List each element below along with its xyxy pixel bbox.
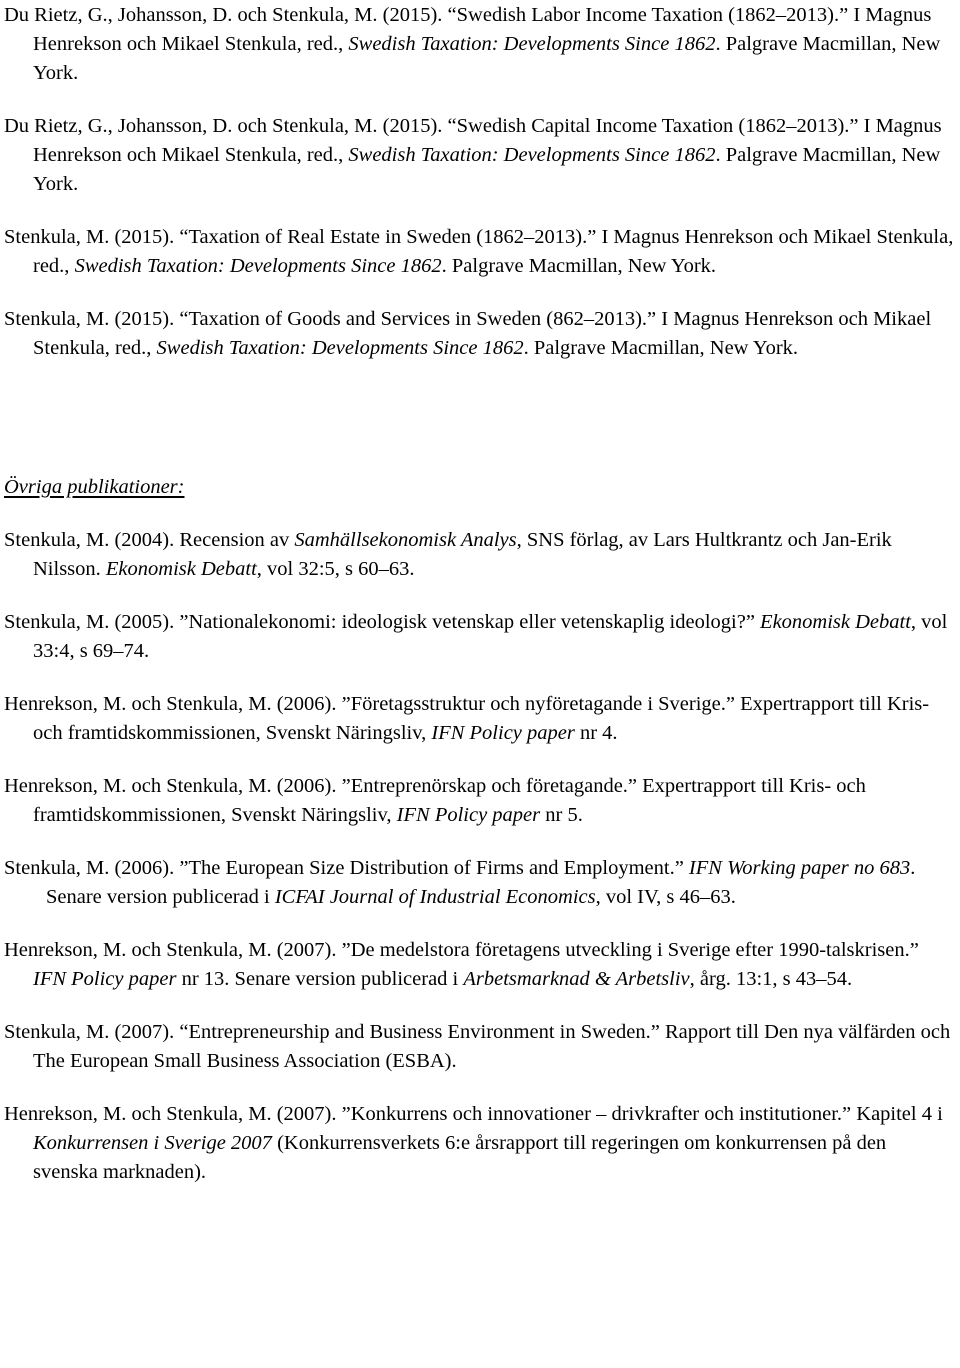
reference-text: , årg. 13:1, s 43–54.	[689, 968, 853, 990]
reference-italic-title: Swedish Taxation: Developments Since 1862	[348, 33, 716, 55]
reference-entry	[4, 1100, 956, 1187]
reference-text: . Palgrave Macmillan, New York.	[33, 144, 941, 195]
reference-text: Stenkula, M. (2005). ”Nationalekonomi: ideologisk vetenskap eller vetenskaplig ideologi?”	[4, 611, 761, 633]
reference-text: . Palgrave Macmillan, New York.	[441, 255, 717, 277]
reference-text: Du Rietz, G., Johansson, D. och Stenkula, M. (2015). “Swedish Labor Income Taxation (1862–2013).” I Magnus Henrekson och Mikael Stenkula, red.,	[4, 4, 932, 55]
reference-text: Henrekson, M. och Stenkula, M. (2006). ”Entreprenörskap och företagande.” Expertrapport till Kris- och framtidskommissionen, Svenskt Näringsliv,	[4, 775, 866, 826]
reference-entry	[4, 1018, 956, 1076]
section-heading-other-publications: Övriga publikationer:	[4, 476, 185, 498]
reference-italic-title: Arbetsmarknad & Arbetsliv	[463, 968, 690, 990]
reference-text: nr 13. Senare version publicerad i	[176, 968, 464, 990]
reference-italic-title: IFN Policy paper	[431, 722, 575, 744]
reference-italic-title: ICFAI Journal of Industrial Economics	[274, 886, 596, 908]
reference-text: Stenkula, M. (2015). “Taxation of Goods and Services in Sweden (862–2013).” I Magnus Henrekson och Mikael Stenkula, red.,	[4, 308, 932, 359]
reference-entry	[4, 690, 956, 748]
reference-text: , vol 32:5, s 60–63.	[256, 558, 415, 580]
reference-text: Henrekson, M. och Stenkula, M. (2007). ”De medelstora företagens utveckling i Sverige efter 1990-talskrisen.”	[4, 939, 919, 961]
reference-italic-title: IFN Working paper no 683	[688, 857, 911, 879]
reference-italic-title: Konkurrensen i Sverige 2007	[33, 1132, 272, 1154]
reference-text: nr 4.	[574, 722, 618, 744]
reference-text: Henrekson, M. och Stenkula, M. (2007). ”Konkurrens och innovationer – drivkrafter och institutioner.” Kapitel 4 i	[4, 1103, 943, 1125]
reference-text: (Konkurrensverkets 6:e årsrapport till regeringen om konkurrensen på den svenska marknaden).	[33, 1132, 887, 1183]
reference-entry	[4, 223, 956, 281]
reference-italic-title: Ekonomisk Debatt	[105, 558, 257, 580]
reference-italic-title: Ekonomisk Debatt	[760, 611, 911, 633]
reference-text: Stenkula, M. (2004). Recension av	[4, 529, 295, 551]
reference-italic-title: IFN Policy paper	[33, 968, 177, 990]
reference-entry	[4, 936, 956, 994]
reference-entry	[4, 526, 956, 584]
reference-text: Stenkula, M. (2015). “Taxation of Real Estate in Sweden (1862–2013).” I Magnus Henrekson och Mikael Stenkula, red.,	[4, 226, 954, 277]
reference-italic-title: Swedish Taxation: Developments Since 1862	[156, 337, 524, 359]
reference-text: nr 5.	[540, 804, 583, 826]
reference-italic-title: Samhällsekonomisk Analys	[294, 529, 517, 551]
reference-text: , vol IV, s 46–63.	[595, 886, 736, 908]
reference-text: Stenkula, M. (2007). “Entrepreneurship and Business Environment in Sweden.” Rapport till Den nya välfärden och The European Small Business Association (ESBA).	[4, 1021, 951, 1072]
reference-text: , vol 33:4, s 69–74.	[33, 611, 948, 662]
reference-text: , SNS förlag, av Lars Hultkrantz och Jan-Erik Nilsson.	[33, 529, 892, 580]
reference-entry	[4, 772, 956, 830]
reference-text: Du Rietz, G., Johansson, D. och Stenkula, M. (2015). “Swedish Capital Income Taxation (1862–2013).” I Magnus Henrekson och Mikael Stenkula, red.,	[4, 115, 942, 166]
reference-text: . Palgrave Macmillan, New York.	[33, 33, 941, 84]
reference-italic-title: Swedish Taxation: Developments Since 1862	[348, 144, 716, 166]
reference-text: Stenkula, M. (2006). ”The European Size Distribution of Firms and Employment.”	[4, 857, 689, 879]
reference-entry	[4, 854, 956, 912]
reference-entry	[4, 1, 956, 88]
reference-italic-title: IFN Policy paper	[396, 804, 541, 826]
reference-entry	[4, 608, 956, 666]
other-publication-list	[4, 526, 956, 1187]
reference-entry	[4, 305, 956, 363]
reference-text: . Palgrave Macmillan, New York.	[523, 337, 799, 359]
document-page	[4, 1, 956, 1187]
reference-text: Henrekson, M. och Stenkula, M. (2006). ”Företagsstruktur och nyföretagande i Sverige.” Expertrapport till Kris- och framtidskommissionen, Svenskt Näringsliv,	[4, 693, 930, 744]
reference-italic-title: Swedish Taxation: Developments Since 1862	[74, 255, 442, 277]
reference-text: . Senare version publicerad i	[46, 857, 916, 908]
reference-entry	[4, 112, 956, 199]
publication-list	[4, 1, 956, 363]
